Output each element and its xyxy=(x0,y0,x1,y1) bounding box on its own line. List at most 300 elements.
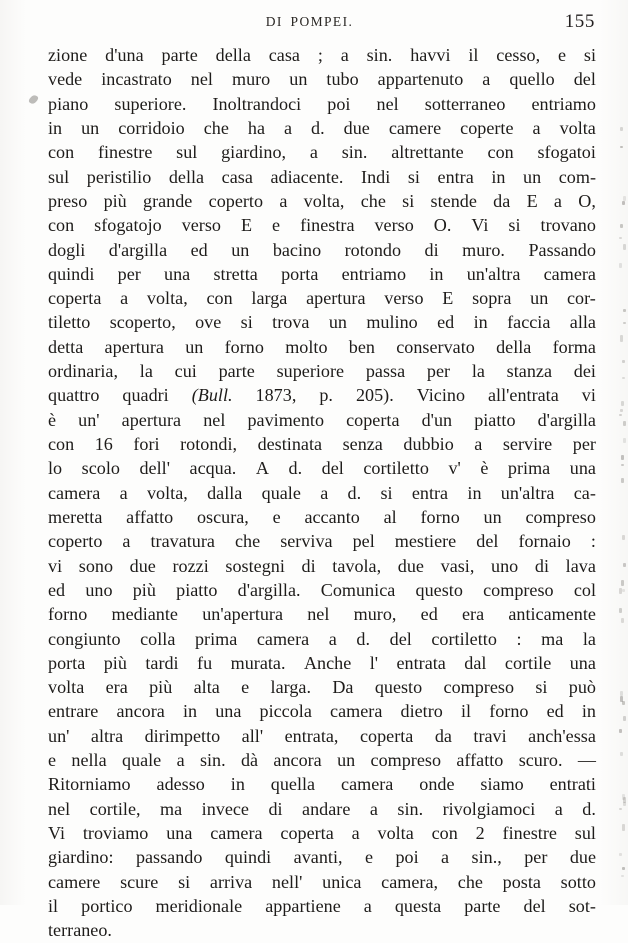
word: Vi xyxy=(471,215,489,236)
text-line xyxy=(48,529,596,553)
word: forno xyxy=(48,604,88,625)
word: E xyxy=(442,288,454,309)
word: meretta xyxy=(48,506,103,527)
word: camera xyxy=(256,628,310,649)
word: ed xyxy=(48,579,66,600)
word: nell' xyxy=(271,871,303,892)
word: a xyxy=(279,190,288,211)
word: con xyxy=(48,215,75,236)
word: acqua. xyxy=(189,458,237,479)
word: ; xyxy=(317,45,323,65)
word: coperta xyxy=(346,409,400,430)
word: il xyxy=(460,701,472,722)
word: travatura xyxy=(150,531,215,552)
word: larga xyxy=(251,288,288,309)
word: mediante xyxy=(111,604,178,625)
text-line xyxy=(48,602,596,626)
text-line xyxy=(48,262,596,286)
word: onde xyxy=(419,774,455,795)
word: a xyxy=(369,798,378,819)
word: ove xyxy=(195,312,222,333)
word: camere xyxy=(388,117,442,138)
word: p. xyxy=(319,385,333,406)
word: una xyxy=(215,701,242,722)
word: forno xyxy=(489,701,529,722)
word: — xyxy=(577,750,596,771)
word: anticamente xyxy=(508,604,596,625)
word: lo xyxy=(48,458,63,479)
word: oscura, xyxy=(196,506,249,527)
word: in xyxy=(473,312,488,333)
word: a xyxy=(482,69,491,90)
word: tardi xyxy=(145,652,179,673)
text-line xyxy=(48,481,596,505)
text-line xyxy=(48,408,596,432)
word: la xyxy=(582,628,596,649)
word: sin., xyxy=(471,847,502,868)
word: fu xyxy=(197,652,213,673)
word: all' xyxy=(241,725,264,746)
word: appartenuto xyxy=(377,69,464,90)
word: rozzi xyxy=(172,555,209,576)
word: piatto xyxy=(176,579,218,600)
text-line xyxy=(48,140,596,164)
word: finestre xyxy=(97,142,153,163)
word: alla xyxy=(569,312,596,333)
word: volta, xyxy=(146,482,188,503)
word: : xyxy=(590,531,596,552)
word: : xyxy=(516,628,522,649)
word: quello xyxy=(509,69,555,90)
word: sin. xyxy=(366,45,393,65)
text-line xyxy=(48,310,596,334)
word: quale xyxy=(261,482,301,503)
word: un xyxy=(483,506,502,527)
word: camera, xyxy=(381,871,439,892)
word: compreso xyxy=(443,677,515,698)
word: e xyxy=(241,677,250,698)
word: casa xyxy=(221,166,253,187)
word: del xyxy=(573,69,596,90)
word: questa xyxy=(394,895,442,916)
body-text xyxy=(48,43,596,943)
word: d. xyxy=(311,117,325,138)
word: poi xyxy=(395,847,419,868)
word: troviamo xyxy=(82,823,149,843)
text-line xyxy=(48,505,596,529)
word: a xyxy=(363,895,372,916)
word: Vi xyxy=(48,823,66,843)
word: vi xyxy=(581,385,596,406)
word: piatto xyxy=(474,409,516,430)
word: d. xyxy=(356,628,371,649)
word: sotterraneo xyxy=(424,93,506,114)
word: tiletto xyxy=(48,312,91,333)
word: muro. xyxy=(462,239,505,260)
text-line xyxy=(48,651,596,675)
word: la xyxy=(471,361,485,382)
word: 16 xyxy=(94,434,113,454)
word: poi xyxy=(327,93,351,114)
word: dalla xyxy=(207,482,243,503)
word: superiore xyxy=(276,361,345,382)
word: coperto xyxy=(208,190,264,211)
word: alta xyxy=(193,677,220,698)
word: nel xyxy=(376,93,399,114)
word: faccia xyxy=(507,312,551,333)
word: a xyxy=(176,750,185,771)
word: quindi xyxy=(224,847,272,868)
word: volta xyxy=(48,677,85,698)
word: entriamo xyxy=(341,263,407,284)
word: grande xyxy=(143,190,193,211)
word: corridoio xyxy=(118,117,185,138)
word: E xyxy=(240,215,253,236)
word: del xyxy=(321,458,344,479)
word: si xyxy=(402,190,415,211)
word: appartiene xyxy=(265,895,341,916)
word: stende xyxy=(430,190,477,211)
word: in xyxy=(182,701,198,722)
word: muro xyxy=(231,69,271,90)
word: arriva xyxy=(209,871,253,892)
word: ancora xyxy=(273,750,322,771)
word: vi xyxy=(48,555,63,576)
word: dal xyxy=(464,652,487,673)
word: per xyxy=(572,434,596,454)
word: dell' xyxy=(139,458,170,479)
text-line xyxy=(48,213,596,237)
word: accanto xyxy=(304,506,360,527)
word: due xyxy=(397,555,424,576)
word: coperte xyxy=(460,117,514,138)
word: unica xyxy=(322,871,362,892)
word: in xyxy=(48,117,63,138)
word: meridionale xyxy=(155,895,243,916)
word: è xyxy=(480,458,489,479)
word: ca- xyxy=(573,482,596,503)
word: scoperto, xyxy=(109,312,176,333)
word: zione xyxy=(48,45,88,65)
word: tavola, xyxy=(332,555,382,576)
word: camera xyxy=(341,774,394,795)
word: un' xyxy=(48,725,70,746)
text-line xyxy=(48,238,596,262)
text-line xyxy=(48,456,596,480)
word: tubo xyxy=(326,69,359,90)
word: muro, xyxy=(353,604,397,625)
word: e xyxy=(272,215,281,236)
word: avanti, xyxy=(293,847,343,868)
word: con xyxy=(206,288,233,309)
word: d'argilla xyxy=(108,239,168,260)
word: ma xyxy=(160,798,183,819)
word: a xyxy=(122,531,131,552)
word: cortile, xyxy=(89,798,141,819)
word: invece xyxy=(201,798,249,819)
word: finestre xyxy=(502,823,557,843)
word: parte xyxy=(161,45,198,65)
word: a xyxy=(532,117,541,138)
word: rivolgiamoci xyxy=(442,798,536,819)
word: vede xyxy=(48,69,83,90)
word: travi xyxy=(473,725,507,746)
word: in xyxy=(467,482,482,503)
word: O, xyxy=(578,190,596,211)
word: stanza xyxy=(506,361,552,382)
word: portico xyxy=(81,895,133,916)
word: pel xyxy=(352,531,375,552)
word: giardino, xyxy=(221,142,287,163)
text-line xyxy=(48,699,596,723)
word: può xyxy=(568,677,596,698)
word: molto xyxy=(285,336,328,357)
word: si xyxy=(178,871,191,892)
word: camera xyxy=(210,823,263,843)
word: il xyxy=(468,45,479,65)
text-line xyxy=(48,675,596,699)
word: si xyxy=(240,312,253,333)
word: uno xyxy=(85,579,113,600)
word: nel xyxy=(190,69,213,90)
word: pavimento xyxy=(247,409,325,430)
word: ed xyxy=(420,604,438,625)
word: d. xyxy=(347,482,362,503)
word: quindi xyxy=(48,263,95,284)
word: casa xyxy=(268,45,300,65)
word: trovano xyxy=(540,215,596,236)
word: a xyxy=(119,482,128,503)
word: si xyxy=(407,166,420,187)
word: un xyxy=(185,336,204,357)
running-title: DI POMPEI. xyxy=(265,14,354,29)
word: andare xyxy=(302,798,351,819)
word: nel xyxy=(203,409,226,430)
word: con xyxy=(487,142,514,163)
word: sopra xyxy=(472,288,512,309)
word: adesso xyxy=(156,774,205,795)
word: 1873, xyxy=(255,385,297,406)
text-line xyxy=(48,797,596,821)
word: conservato xyxy=(396,336,475,357)
word: di xyxy=(534,555,550,576)
word: adiacente. xyxy=(270,166,344,187)
word: di xyxy=(268,798,283,819)
word: cortiletto xyxy=(431,628,497,649)
word: della xyxy=(168,166,205,187)
word: incastrato xyxy=(101,69,172,90)
text-line xyxy=(48,92,596,116)
word: sono xyxy=(78,555,114,576)
word: con xyxy=(48,434,75,454)
text-line xyxy=(48,748,596,772)
word: vasi, xyxy=(440,555,475,576)
word: trova xyxy=(272,312,310,333)
text-line xyxy=(48,772,596,796)
text-line xyxy=(48,286,596,310)
word: in xyxy=(230,774,245,795)
word: due xyxy=(343,117,370,138)
word: sot- xyxy=(568,895,596,916)
word: l' xyxy=(369,652,379,673)
word: forno xyxy=(224,336,264,357)
word: si xyxy=(583,45,596,65)
word: più xyxy=(103,190,127,211)
text-line xyxy=(48,724,596,748)
word: altra xyxy=(90,725,124,746)
word: in xyxy=(491,166,506,187)
word: era xyxy=(461,604,485,625)
word: dirimpetto xyxy=(144,725,221,746)
word: compreso xyxy=(525,506,596,527)
word: mestiere xyxy=(394,531,457,552)
word: del xyxy=(389,628,412,649)
word: prima xyxy=(507,458,551,479)
word: più xyxy=(103,652,127,673)
word: ed xyxy=(190,239,208,260)
word: un xyxy=(81,117,100,138)
text-line xyxy=(48,189,596,213)
word: un xyxy=(337,750,356,771)
word: coperto xyxy=(48,531,103,552)
word: porta xyxy=(48,652,86,673)
word: scure xyxy=(120,871,159,892)
word: un'altra xyxy=(500,482,555,503)
word: e xyxy=(364,847,374,868)
word: dogli xyxy=(48,239,86,260)
word: coperta xyxy=(280,823,334,843)
word: dietro xyxy=(400,701,443,722)
word: serviva xyxy=(280,531,333,552)
word: parte xyxy=(464,895,501,916)
word: entra xyxy=(437,166,474,187)
word: altrettante xyxy=(391,142,464,163)
word: nel xyxy=(307,604,330,625)
word: cui xyxy=(174,361,197,382)
word: e xyxy=(557,45,567,65)
word: che xyxy=(360,190,386,211)
word: di xyxy=(424,239,439,260)
word: il xyxy=(48,895,59,916)
word: si xyxy=(535,677,548,698)
word: più xyxy=(132,579,156,600)
word: 205). xyxy=(355,385,394,406)
word: Comunica xyxy=(320,579,396,600)
word: a xyxy=(554,798,563,819)
word: a xyxy=(553,190,562,211)
word: si xyxy=(508,215,521,236)
word: scolo xyxy=(81,458,120,479)
word: due xyxy=(129,555,156,576)
text-line xyxy=(48,627,596,651)
word: apertura xyxy=(121,409,182,430)
word: sostegni xyxy=(225,555,285,576)
word: da xyxy=(493,190,511,211)
scan-artifact-edge xyxy=(619,120,625,880)
word: piccola xyxy=(259,701,312,722)
word: d'un xyxy=(421,409,453,430)
word: affatto xyxy=(456,750,504,771)
word: cortiletto xyxy=(363,458,429,479)
word: al xyxy=(383,506,397,527)
word: all'entrata xyxy=(488,385,559,406)
word: stretta xyxy=(213,263,258,284)
word: con xyxy=(48,142,75,163)
word: quale xyxy=(121,750,162,771)
word: com- xyxy=(558,166,596,187)
word: a xyxy=(351,823,360,843)
word: una xyxy=(569,652,596,673)
word: havvi xyxy=(410,45,451,65)
text-line xyxy=(48,383,596,407)
text-line xyxy=(48,845,596,869)
word: a xyxy=(284,117,293,138)
word: col xyxy=(573,579,596,600)
word: a xyxy=(340,45,349,65)
word: larga. xyxy=(270,677,312,698)
word: sin. xyxy=(199,750,226,771)
word: la xyxy=(139,361,153,382)
word: sotto xyxy=(560,871,596,892)
word: cor- xyxy=(567,288,596,309)
word: Anche xyxy=(303,652,352,673)
word: apertura xyxy=(306,288,366,309)
word: passando xyxy=(135,847,203,868)
word: Passando xyxy=(528,239,596,260)
word: a xyxy=(328,628,337,649)
word: verso xyxy=(181,215,221,236)
word: ed xyxy=(546,701,564,722)
word: nella xyxy=(71,750,107,771)
word: due xyxy=(569,847,596,868)
word: e xyxy=(272,506,281,527)
word: con xyxy=(431,823,458,843)
word: colla xyxy=(140,628,176,649)
word: del xyxy=(523,895,546,916)
word: 2 xyxy=(475,823,485,843)
word: cesso, xyxy=(496,45,541,65)
word: affatto xyxy=(126,506,174,527)
word: della xyxy=(215,45,251,65)
word: d. xyxy=(582,798,596,819)
word: volta xyxy=(559,117,596,138)
word: per xyxy=(426,361,451,382)
word: in xyxy=(581,701,596,722)
word: coperta xyxy=(48,288,102,309)
word: dubbio xyxy=(403,434,454,454)
word: un xyxy=(231,239,250,260)
word: servire xyxy=(502,434,553,454)
word: che xyxy=(235,531,261,552)
word: verso xyxy=(374,215,414,236)
page-number: 155 xyxy=(564,11,595,32)
word: apertura xyxy=(104,336,164,357)
word: un'altra xyxy=(466,263,521,284)
text-line xyxy=(48,165,596,189)
word: che xyxy=(457,871,483,892)
text-line xyxy=(48,554,596,578)
word: questo xyxy=(374,677,423,698)
word: sfogatoi xyxy=(537,142,596,163)
word: camere xyxy=(48,871,101,892)
word: sul xyxy=(48,166,70,187)
word: uno xyxy=(491,555,519,576)
word: cortile xyxy=(504,652,552,673)
text-line xyxy=(48,67,596,91)
text-line xyxy=(48,335,596,359)
text-line xyxy=(48,870,596,894)
word: ed xyxy=(437,312,455,333)
